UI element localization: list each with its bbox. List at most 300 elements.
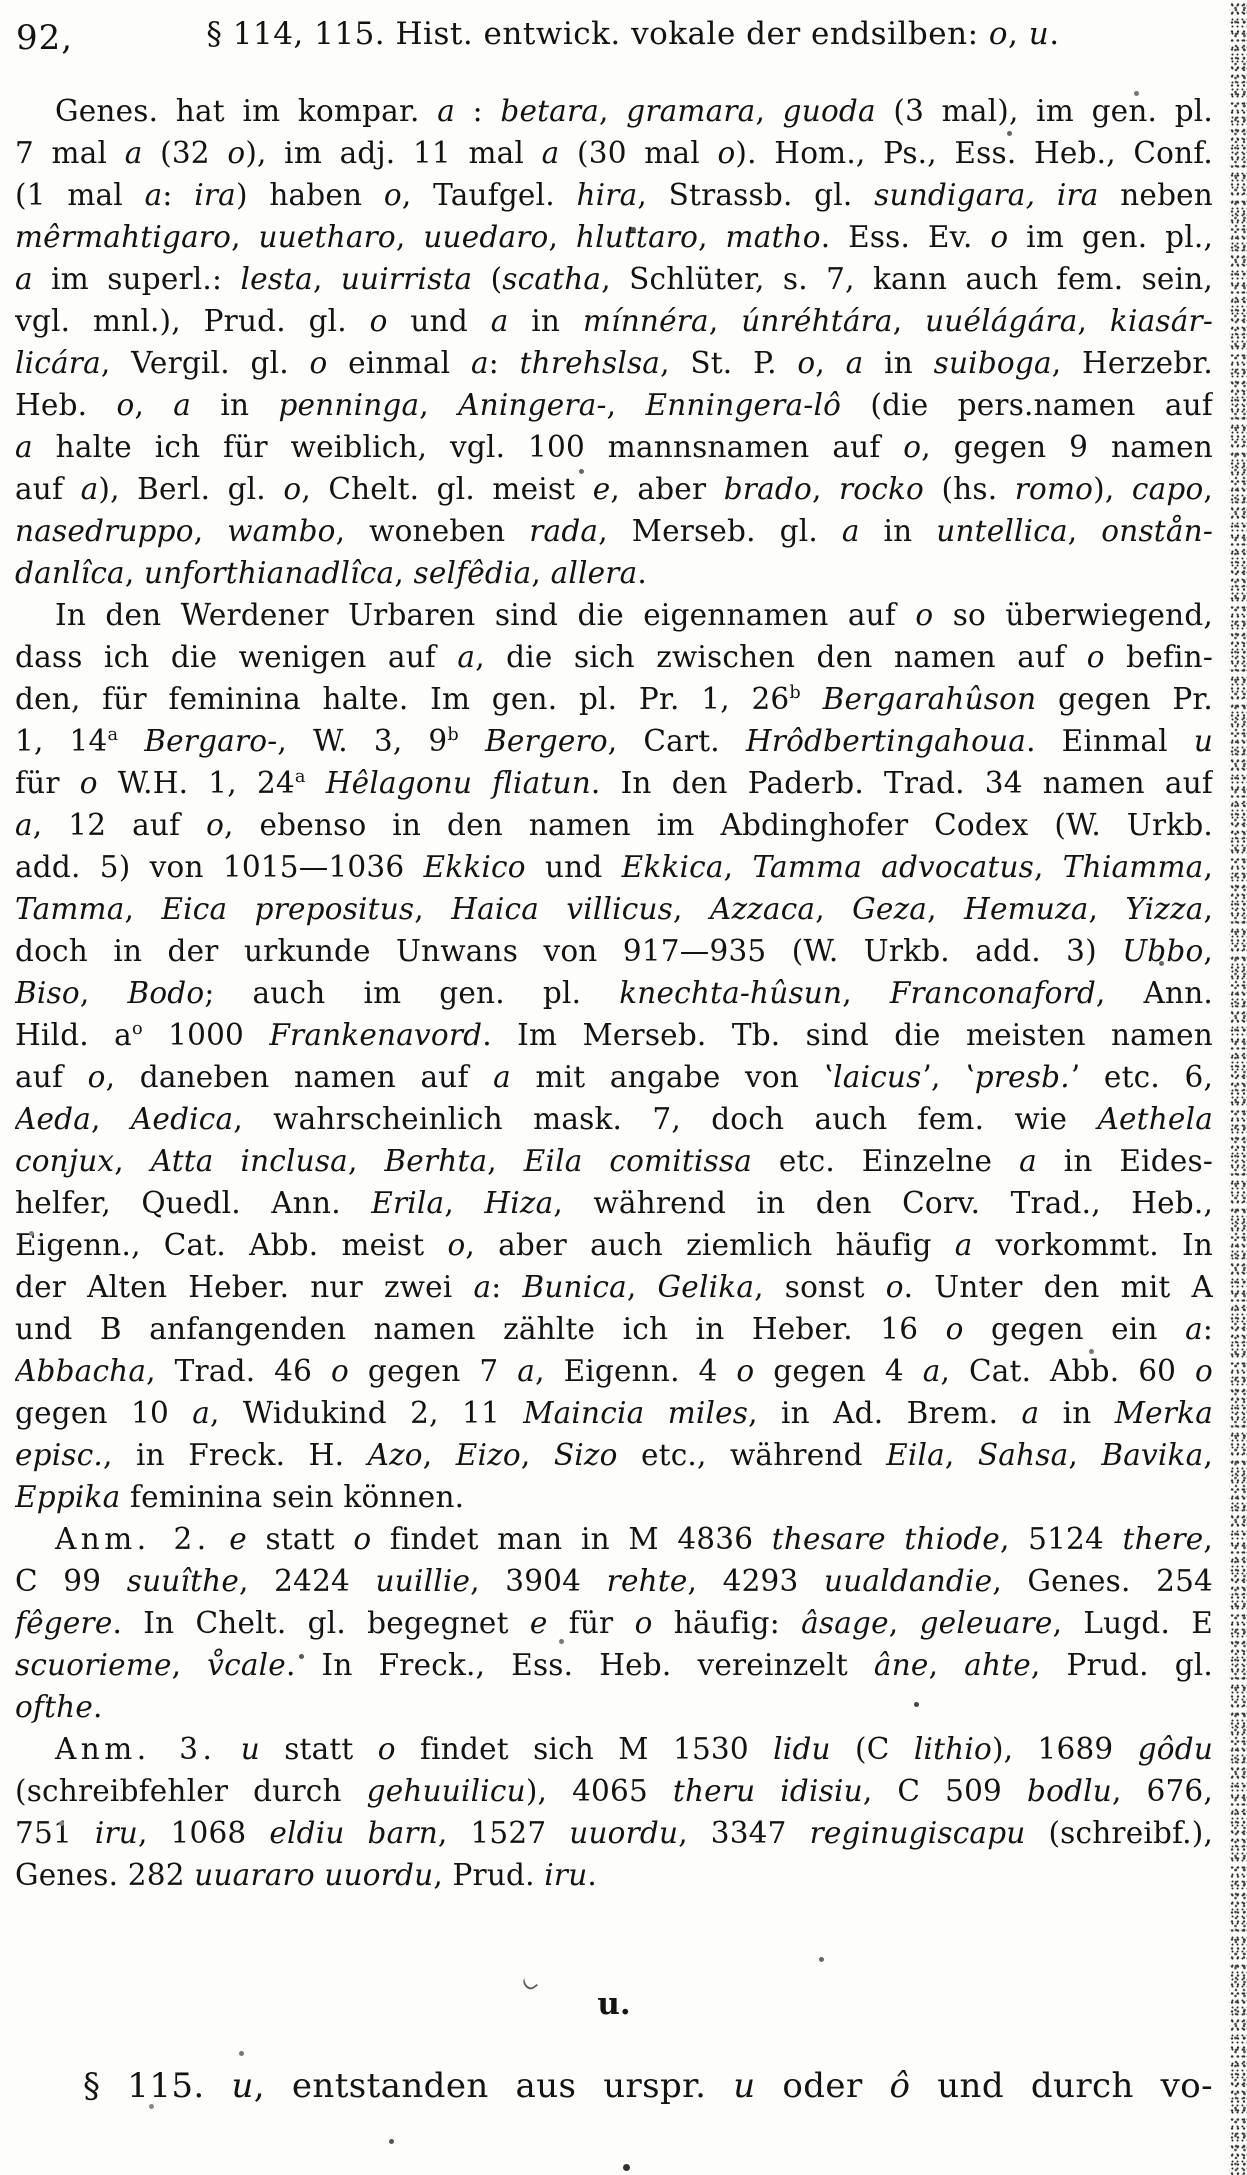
text-run: . (1049, 16, 1060, 52)
text-run: ʼ, ʽ (921, 1060, 975, 1094)
text-run: ), im adj. 11 mal (245, 136, 542, 170)
body-text (15, 90, 1213, 1896)
cited-form: Ekkica (621, 850, 724, 884)
cited-form: o (377, 1732, 396, 1766)
text-line (15, 342, 1213, 384)
cited-form: a (841, 514, 860, 548)
text-run: , Strassb. gl. (637, 178, 875, 212)
cited-form: a (473, 1270, 492, 1304)
text-run: (schreibfehler durch (15, 1774, 367, 1808)
text-run: gegen Pr. (1036, 682, 1213, 716)
cited-form: rocko (838, 472, 924, 506)
cited-form: o (383, 178, 402, 212)
cited-form: Bergero (484, 724, 608, 758)
text-run: einmal (327, 346, 471, 380)
text-line (15, 594, 1213, 636)
cited-form: a (15, 808, 33, 842)
cited-form: a (541, 136, 560, 170)
cited-form: Tamma advocatus (752, 850, 1034, 884)
text-run: , Cart. (607, 724, 746, 758)
text-run (118, 724, 144, 758)
text-run: : (488, 346, 520, 380)
cited-form: scuorieme (15, 1648, 172, 1682)
text-run: Genes. hat im kompar. (55, 94, 438, 128)
text-run: , Merseb. gl. (598, 514, 842, 548)
text-line (15, 720, 1213, 762)
cited-form: gehuuilicu (366, 1774, 526, 1808)
cited-form: uuirrista (340, 262, 473, 296)
section-115-opening-line (15, 2062, 1213, 2110)
text-run: für (15, 766, 80, 800)
text-run: . (93, 1690, 103, 1724)
cited-form: a (15, 262, 33, 296)
text-line (15, 678, 1213, 720)
text-line (15, 846, 1213, 888)
text-run: ( (472, 262, 503, 296)
cited-form: uualdandie (824, 1564, 993, 1598)
text-run: , (171, 1648, 208, 1682)
cited-form: Eppika (15, 1480, 121, 1514)
cited-form: hira (576, 178, 638, 212)
cited-form: reginugiscapu (809, 1816, 1026, 1850)
cited-form: a (954, 1228, 973, 1262)
cited-form: e (529, 1606, 548, 1640)
text-run: . Einmal (1026, 724, 1194, 758)
text-run: , Eigenn. 4 (535, 1354, 737, 1388)
cited-form: o (717, 136, 736, 170)
cited-form: uuedaro (423, 220, 549, 254)
text-line (15, 384, 1213, 426)
text-run: , (755, 94, 783, 128)
text-run: , (927, 892, 965, 926)
cited-form: o (903, 430, 922, 464)
text-run: , während in den Corv. Trad., Heb., (553, 1186, 1213, 1220)
text-run: , (548, 220, 576, 254)
cited-form: a (437, 94, 455, 128)
text-run: a (107, 725, 119, 746)
text-run: , (1203, 892, 1213, 926)
text-run: in Eides- (1036, 1144, 1213, 1178)
text-run: , Herzebr. (1051, 346, 1213, 380)
cited-form: Bergarahûson (822, 682, 1037, 716)
text-run: , aber auch ziemlich häufig (465, 1228, 955, 1262)
cited-form: kiasár- (1109, 304, 1213, 338)
text-run: auf (15, 472, 81, 506)
text-run: , Ann. (1095, 976, 1213, 1010)
text-run: , Trad. 46 (146, 1354, 331, 1388)
text-line (15, 1644, 1213, 1686)
text-run: , (811, 472, 839, 506)
cited-form: Franconaford (889, 976, 1096, 1010)
cited-form: presb. (974, 1060, 1070, 1094)
cited-form: mêrmahtigaro (15, 220, 232, 254)
cited-form: guoda (782, 94, 876, 128)
text-run: , (193, 514, 228, 548)
text-line (15, 1812, 1213, 1854)
cited-form: uuetharo (258, 220, 396, 254)
cited-form: capo (1131, 472, 1204, 506)
cited-form: a (15, 430, 33, 464)
cited-form: o (990, 220, 1009, 254)
cited-form: geleuare (919, 1606, 1053, 1640)
cited-form: a (517, 1354, 536, 1388)
text-run: , (531, 556, 551, 590)
text-line (15, 1392, 1213, 1434)
cited-form: a (1019, 1144, 1037, 1178)
cited-form: o (227, 136, 246, 170)
text-run: helfer, Quedl. Ann. (15, 1186, 372, 1220)
text-run: , Widukind 2, 11 (210, 1396, 524, 1430)
cited-form: a (470, 346, 489, 380)
running-title (14, 16, 1212, 52)
text-run: , Taufgel. (401, 178, 577, 212)
cited-form: lesta (240, 262, 313, 296)
text-line (15, 1224, 1213, 1266)
text-run: . (637, 556, 647, 590)
cited-form: o (87, 1060, 106, 1094)
text-run: mit angabe von ʽ (510, 1060, 834, 1094)
text-run: Eigenn., Cat. Abb. meist (15, 1228, 448, 1262)
text-run: in (863, 346, 934, 380)
cited-form: a (144, 178, 163, 212)
text-run: gegen 10 (15, 1396, 193, 1430)
cited-form: suiboga (933, 346, 1052, 380)
text-run: , (114, 1144, 151, 1178)
text-run: , 2424 (239, 1564, 376, 1598)
text-line (15, 888, 1213, 930)
cited-form: hluttaro (575, 220, 699, 254)
cited-form: Atta inclusa (150, 1144, 348, 1178)
text-run: a (294, 767, 306, 788)
text-run: ʼ etc. 6, (1069, 1060, 1213, 1094)
text-run: und B anfangenden namen zählte ich in Heber. 16 (15, 1312, 946, 1346)
text-run: , Cat. Abb. 60 (940, 1354, 1196, 1388)
text-run: (32 (142, 136, 228, 170)
text-line (15, 216, 1213, 258)
text-run: , (892, 304, 926, 338)
cited-form: bodlu (1026, 1774, 1112, 1808)
cited-form: Hemuza (964, 892, 1089, 926)
cited-form: licára (15, 346, 101, 380)
text-run: , C 509 (862, 1774, 1027, 1808)
cited-form: u (231, 2066, 254, 2106)
text-line (15, 1014, 1213, 1056)
text-line (15, 1686, 1213, 1728)
text-run: in (859, 514, 937, 548)
cited-form: o (116, 388, 135, 422)
cited-form: Erila (371, 1186, 445, 1220)
cited-form: there (1122, 1522, 1204, 1556)
text-run: . In Chelt. gl. begegnet (112, 1606, 530, 1640)
text-run: : (455, 94, 501, 128)
cited-form: uuillie (375, 1564, 471, 1598)
text-run: , wahrscheinlich mask. 7, doch auch fem. wie (233, 1102, 1098, 1136)
text-run: , (1203, 934, 1213, 968)
text-run (211, 1522, 230, 1556)
text-run: . (587, 1858, 597, 1892)
text-run: . In den Paderb. Trad. 34 namen auf (590, 766, 1213, 800)
text-run: statt (246, 1522, 354, 1556)
cited-form: Aningera- (458, 388, 607, 422)
cited-form: o (797, 346, 816, 380)
text-run: in (1039, 1396, 1115, 1430)
text-run: add. 5) von 1015—1036 (15, 850, 424, 884)
cited-form: o (885, 1270, 904, 1304)
text-run: für (547, 1606, 635, 1640)
text-run: , (708, 304, 742, 338)
cited-form: gramara (626, 94, 756, 128)
text-run: feminina sein können. (120, 1480, 465, 1514)
text-run: auf (15, 1060, 88, 1094)
text-run: Anm. 3. (55, 1732, 217, 1766)
cited-form: Azo (367, 1438, 423, 1472)
text-run: In den Werdener Urbaren sind die eigennamen auf (55, 598, 916, 632)
text-run: (1 mal (15, 178, 145, 212)
cited-form: a (1021, 1396, 1040, 1430)
page-header (14, 16, 1212, 68)
cited-form: a (80, 472, 99, 506)
text-run: der Alten Heber. nur zwei (15, 1270, 474, 1304)
text-run: , (312, 262, 341, 296)
text-run: in (508, 304, 583, 338)
text-line (15, 1182, 1213, 1224)
cited-form: o (1086, 640, 1105, 674)
cited-form: u (1028, 16, 1050, 52)
text-run: , (395, 220, 424, 254)
cited-form: Gelika (657, 1270, 755, 1304)
cited-form: Bunica (522, 1270, 627, 1304)
cited-form: matho (725, 220, 821, 254)
cited-form: o (634, 1606, 653, 1640)
text-run: gegen 7 (348, 1354, 518, 1388)
text-line (15, 1308, 1213, 1350)
cited-form: Hiza (484, 1186, 554, 1220)
text-run: , (1034, 850, 1063, 884)
cited-form: ira (194, 178, 236, 212)
cited-form: o (736, 1354, 755, 1388)
cited-form: lidu (773, 1732, 831, 1766)
text-run: , daneben namen auf (105, 1060, 494, 1094)
text-line (15, 1560, 1213, 1602)
text-run: , (1203, 1522, 1213, 1556)
cited-form: Bodo (127, 976, 205, 1010)
cited-form: Hêlagonu fliatun (325, 766, 591, 800)
cited-form: Bergaro- (144, 724, 278, 758)
cited-form: romo (1014, 472, 1094, 506)
text-run: , (815, 346, 846, 380)
text-run: , 12 auf (32, 808, 207, 842)
text-run: , W. 3, 9 (277, 724, 448, 758)
text-run: (schreibf.), (1025, 1816, 1213, 1850)
text-line (15, 552, 1213, 594)
text-run: , St. P. (660, 346, 798, 380)
cited-form: iru (544, 1858, 588, 1892)
cited-form: Azzaca (709, 892, 816, 926)
cited-form: ofthe (15, 1690, 93, 1724)
text-run: befin- (1104, 640, 1213, 674)
text-run: , (1067, 514, 1102, 548)
cited-form: a (192, 1396, 211, 1430)
text-line (15, 90, 1213, 132)
cited-form: rada (529, 514, 599, 548)
cited-form: Abbacha (15, 1354, 147, 1388)
text-run: b (447, 725, 459, 746)
text-run: , (414, 892, 452, 926)
cited-form: Berhta (384, 1144, 488, 1178)
cited-form: o (309, 346, 328, 380)
section-heading-u: u. (597, 1986, 631, 2022)
cited-form: ô (889, 2066, 911, 2106)
text-line (15, 1434, 1213, 1476)
cited-form: uuararo uuordu (194, 1858, 434, 1892)
cited-form: mínnéra (582, 304, 709, 338)
text-run: . Im Merseb. Tb. sind die meisten namen (482, 1018, 1213, 1052)
cited-form: a (124, 136, 143, 170)
cited-form: thesare thiode (771, 1522, 1000, 1556)
text-run: , (673, 892, 710, 926)
cited-form: penninga (278, 388, 420, 422)
text-run: (die pers.namen auf (841, 388, 1213, 422)
cited-form: e (229, 1522, 247, 1556)
text-run: , Prud. (433, 1858, 545, 1892)
text-run: Genes. 282 (15, 1858, 195, 1892)
text-run: , (394, 556, 414, 590)
text-run: 7 mal (15, 136, 125, 170)
text-run: so überwiegend, (933, 598, 1213, 632)
cited-form: allera (550, 556, 638, 590)
cited-form: fêgere (15, 1606, 113, 1640)
text-run: etc. Einzelne (752, 1144, 1020, 1178)
text-run: , Schlüter, s. 7, kann auch fem. sein, (601, 262, 1213, 296)
cited-form: Aedica (130, 1102, 234, 1136)
cited-form: betara (500, 94, 600, 128)
text-line (15, 468, 1213, 510)
text-run: , (487, 1144, 524, 1178)
text-run: , (520, 1438, 554, 1472)
text-run: ). Hom., Ps., Ess. Heb., Conf. (735, 136, 1213, 170)
text-run: , (79, 976, 128, 1010)
cited-form: Aeda (15, 1102, 92, 1136)
text-line (15, 804, 1213, 846)
cited-form: danlîca (15, 556, 125, 590)
text-line (15, 1602, 1213, 1644)
cited-form: o (206, 808, 225, 842)
cited-form: o (283, 472, 302, 506)
text-run: W.H. 1, 24 (97, 766, 295, 800)
cited-form: a (493, 1060, 511, 1094)
text-run: 1000 (142, 1018, 270, 1052)
text-run: , 4293 (687, 1564, 825, 1598)
text-run: , (422, 1438, 456, 1472)
cited-form: a (845, 346, 864, 380)
text-run: , in Freck. H. (103, 1438, 368, 1472)
text-run: ; auch im gen. pl. (204, 976, 620, 1010)
text-run: (3 mal), im gen. pl. (875, 94, 1213, 128)
cited-form: iru (94, 1816, 138, 1850)
text-run: , Genes. 254 (992, 1564, 1213, 1598)
text-run: , (134, 388, 174, 422)
cited-form: ahte (964, 1648, 1031, 1682)
cited-form: Biso (15, 976, 80, 1010)
text-run: , gegen 9 namen (921, 430, 1213, 464)
cited-form: Eica prepositus (161, 892, 415, 926)
text-line (15, 426, 1213, 468)
text-run: : (162, 178, 195, 212)
text-run: . Unter den mit A (903, 1270, 1213, 1304)
text-run: , (1008, 16, 1029, 52)
text-run: , (231, 220, 259, 254)
text-run: , 676, (1111, 1774, 1213, 1808)
cited-form: uuélágára (925, 304, 1078, 338)
text-line (15, 1350, 1213, 1392)
cited-form: Enningera-lô (645, 388, 842, 422)
text-run: , die sich zwischen den namen auf (475, 640, 1087, 674)
text-line (15, 1266, 1213, 1308)
text-run: ), Berl. gl. (98, 472, 284, 506)
text-run: § 115. (83, 2066, 232, 2106)
cited-form: laicus (833, 1060, 922, 1094)
cited-form: o (331, 1354, 349, 1388)
text-run: , aber (610, 472, 724, 506)
text-run: Heb. (15, 388, 117, 422)
cited-form: Bavika (1101, 1438, 1204, 1472)
text-run: ) haben (235, 178, 384, 212)
text-run: , (1068, 1438, 1102, 1472)
cited-form: Sahsa (977, 1438, 1069, 1472)
cited-form: Geza (852, 892, 928, 926)
cited-form: o (79, 766, 98, 800)
text-run: , sonst (754, 1270, 886, 1304)
cited-form: e (592, 472, 611, 506)
text-run: , Vergil. gl. (100, 346, 310, 380)
text-run: findet man in M 4836 (371, 1522, 772, 1556)
text-line (15, 1476, 1213, 1518)
text-line (15, 1854, 1213, 1896)
cited-form: âne (873, 1648, 929, 1682)
text-run: vorkommt. In (972, 1228, 1213, 1262)
cited-form: a (173, 388, 192, 422)
cited-form: brado (723, 472, 812, 506)
text-run: 751 (15, 1816, 95, 1850)
cited-form: Aethela (1097, 1102, 1213, 1136)
text-run: , (1077, 304, 1110, 338)
cited-form: âsage (801, 1606, 889, 1640)
text-line (15, 1728, 1213, 1770)
text-run: oder (755, 2066, 890, 2106)
text-run: , (842, 976, 890, 1010)
text-run: vgl. mnl.), Prud. gl. (15, 304, 370, 338)
text-run (216, 1732, 240, 1766)
cited-form: Eila comitissa (523, 1144, 753, 1178)
text-run: , 5124 (999, 1522, 1123, 1556)
cited-form: rehte (606, 1564, 688, 1598)
text-run: , 3347 (678, 1816, 810, 1850)
cited-form: Yizza (1125, 892, 1204, 926)
text-line (15, 174, 1213, 216)
cited-form: Ekkico (423, 850, 526, 884)
text-run: häufig: (652, 1606, 802, 1640)
cited-form: onstån- (1101, 514, 1213, 548)
text-run: und (525, 850, 622, 884)
text-run: . In Freck., Ess. Heb. vereinzelt (285, 1648, 874, 1682)
text-run: findet sich M 1530 (395, 1732, 774, 1766)
text-run: , (124, 556, 145, 590)
text-line (15, 972, 1213, 1014)
cited-form: knechta-hûsun (619, 976, 843, 1010)
text-run: , woneben (335, 514, 530, 548)
text-run: , (1203, 1438, 1213, 1472)
text-run: § 114, 115. Hist. entwick. vokale der endsilben: (206, 16, 989, 52)
